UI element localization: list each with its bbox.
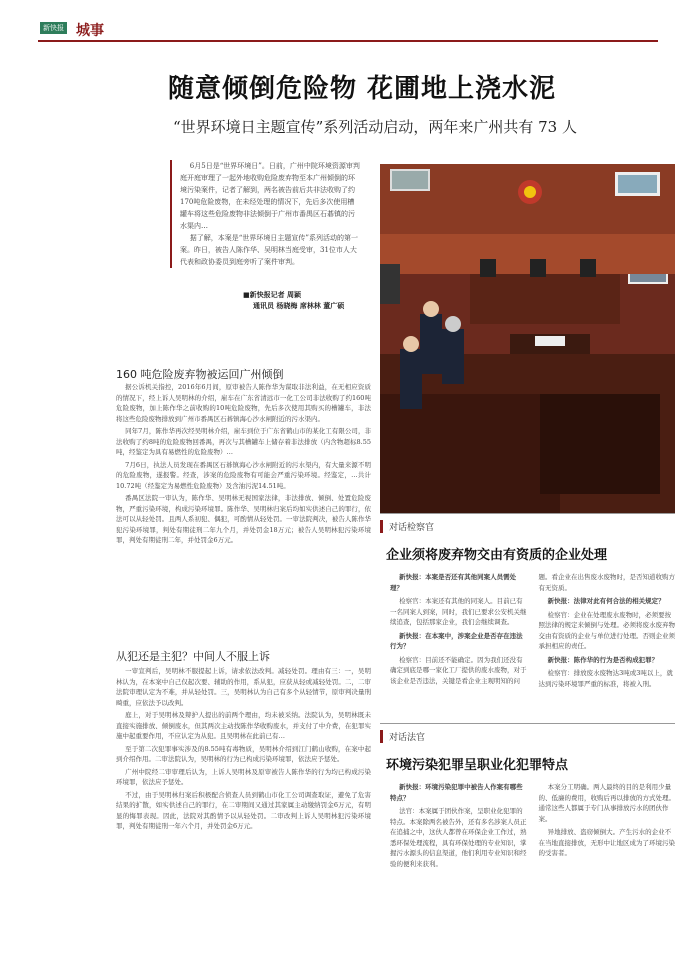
story-paragraph: 广州中院经二审审理后认为，上诉人吴明林及原审被告人陈作华的行为均已构成污染环境罪，依法应予惩处。 [116,767,371,786]
story-paragraph: 据公诉机关指控，2016年6月间，原审被告人陈作华为谋取非法利益，在无相应资质的情况下，经上诉人吴明林的介绍，雇车在广东省清远市一化工公司非法收购了约160吨危险废物，加上陈作华之前收购的10吨危险废物，先后多次使用其购买的槽罐车，非法将这些危险废物排放到广州市番禺区石碁镇海心沙水闸附近的污水渠内。 [116,383,371,423]
byline-reporter: ■新快报记者 周颖 [243,291,302,299]
lead-paragraph [170,160,360,268]
box-answer: 检察官：目前还不能确定。因为我们还没有确定到底是哪一家化工厂提供的废水废物，对于该企业是否违法，关键是看企业主观明知的问题。看企业在出售废水废物时，是否知道收购方有无资质。 [390,573,675,685]
box-question: 新快报：陈作华的行为是否构成犯罪？ [547,655,659,664]
box-answer: 检察官：本案还有其他的同案人。目前已有一名同案人到案，同时，我们已要求公安机关继续追查，包括那家企业，我们会继续调查。 [390,597,527,626]
story-paragraph: 7月6日，执法人员发现在番禺区石碁镇海心沙水闸附近的污水渠内，有大量来源不明的危险废物，遂报警。经查，涉案的危险废物有可能会严重污染环境。经鉴定，…共计10.72吨（经鉴定为易燃性危险废物）及含油污泥14.51吨。 [116,460,371,490]
box-question: 新快报：环境污染犯罪中被告人作案有哪些特点？ [390,783,523,802]
story-column-1 [116,382,371,548]
box-answer: 异地排放、盗窃倾倒大。产生污水的企业不在当地直接排放，无形中让地区成为了环境污染的受害者。 [538,828,675,857]
headline-subtitle: “世界环境日主题宣传”系列活动启动，两年来广州共有 73 人 [173,118,577,136]
paper-logo: 新快报 [40,22,67,34]
box-question: 新快报：本案是否还有其他同案人员需处理？ [390,573,517,592]
box-answer: 法官：本案属于团伙作案，呈职业化犯罪的特点。本案除两名被告外，还有多名涉案人员正在追捕之中，这伙人都曾在环保企业工作过，熟悉环保处理流程，具有环保处理的专业知识，掌握污水源头的信息渠道，他们利用专业知识和经验的便利来获利。 [390,807,527,868]
box-question: 新快报：法律对此有何合法的相关规定？ [547,597,665,605]
byline [243,290,383,312]
story-heading-1: 160 吨危险废弃物被运回广州倾倒 [116,368,284,381]
prosecutor-interview-box [380,513,675,734]
lead-p1: 6月5日是“世界环境日”。日前，广州中院环境资源审判庭开庭审理了一起外地收购危险废弃物至本广州倾倒的环境污染案件，记者了解到，两名被告前后共非法收购了约170吨危险废物，在未经处理的情况下，先后多次使用槽罐车将这些危险废物非法倾倒于广州市番禺区石碁镇的污水渠内… [180,162,360,230]
box-title: 环境污染犯罪呈职业化犯罪特点 [386,758,569,773]
story-paragraph: 一审宣判后，吴明林不服提起上诉，请求依法改判。减轻处罚。理由有三：一，吴明林认为，在本案中自己仅起次要、辅助的作用，系从犯，应获从轻或减轻处罚。二，二审法院审理认定为不难，并从轻处罚。三，吴明林认为自己有多个从轻情节，原审判决量刑畸重，应依法予以改判。 [116,667,371,707]
box-label: 对话法官 [380,730,425,743]
newspaper-page [38,18,675,938]
courtroom-photo [380,164,675,514]
story-paragraph: 番禺区法院一审认为，陈作华、吴明林无视国家法律，非法排放、倾倒、处置危险废物，严重污染环境，构成污染环境罪。陈作华、吴明林归案后均如实供述自己的罪行，依法可以从轻处罚。且两人系初犯、偶犯，可酌情从轻处罚。一审法院判决，被告人陈作华犯污染环境罪，判处有期徒刑二年九个月，并处罚金18万元；被告人吴明林犯污染环境罪，判处有期徒刑二年，并处罚金6万元。 [116,494,371,544]
box-body [390,572,675,722]
judge-interview-box [380,723,675,884]
box-label: 对话检察官 [380,520,434,533]
section-label: 城事 [76,23,104,39]
story-paragraph: 至于第二次犯罪事实涉及的8.55吨有毒物质，吴明林介绍到江门鹤山收购，在案中起到介绍作用。二审法院认为，吴明林的行为已构成污染环境罪，依法应予惩处。 [116,744,371,763]
box-answer: 检察官：企业在处理废水废物时，必须要按照法律的规定来倾倒与处理。必须将废水废弃物交由有资质的企业与单位进行处理。否则企业须承担相应的责任。 [538,610,675,650]
headline-title: 随意倾倒危险物 花圃地上浇水泥 [168,74,557,104]
story-column-2 [116,666,371,834]
top-bar [38,18,658,42]
box-title: 企业须将废弃物交由有资质的企业处理 [386,548,608,563]
story-paragraph: 同年7月，陈作华再次经吴明林介绍，雇车到位于广东省鹤山市的某化工有限公司，非法收购了约8吨的危险废物回番禺，再次与其槽罐车上储存着非法排放（内含物超标8.55吨，经鉴定为具有易燃性的危险废物）… [116,427,371,456]
box-answer: 本案分工明确。两人最终的目的是利用少量的、低廉的费用，收购后再以排放的方式处理。通常这些人都属于专门从事排放污水的团伙作案。 [538,783,675,823]
box-body [390,782,675,892]
story-heading-2: 从犯还是主犯？中间人不服上诉 [116,650,270,663]
courtroom-illustration [380,164,675,514]
story-paragraph: 不过，由于吴明林归案后积极配合侦查人员到鹤山市化工公司调查取证，避免了危害结果的扩散，如实供述自己的罪行，在二审期间又通过其家属主动缴纳罚金6万元，有明显的悔罪表现。因此，法院对其酌情予以从轻处罚。二审改判上诉人吴明林犯污染环境罪，判处有期徒刑一年六个月，并处罚金6万元。 [116,790,371,830]
story-paragraph: 庭上，对于吴明林及辩护人提出的前两个理由，均未被采纳。法院认为，吴明林既未直接实施排放、倾倒废水，但其两次主动找陈作华收购废水，并支付了中介费，在犯罪实施中起重要作用，不应认定为从犯。且吴明林在此前已有… [116,711,371,740]
box-answer: 检察官：排放废水废物达3吨或3吨以上，就达到污染环境罪严重的标准，将被入刑。 [538,669,673,688]
byline-correspondents: 通讯员 杨晓梅 席林林 董广硕 [253,302,345,310]
lead-p2: 据了解，本案是“世界环境日主题宣传”系列活动的第一案。昨日，被告人陈作华、吴明林当庭受审，31位市人大代表和政协委员到庭旁听了案件审判。 [180,234,358,266]
box-question: 新快报：在本案中，涉案企业是否存在违法行为？ [390,631,523,650]
